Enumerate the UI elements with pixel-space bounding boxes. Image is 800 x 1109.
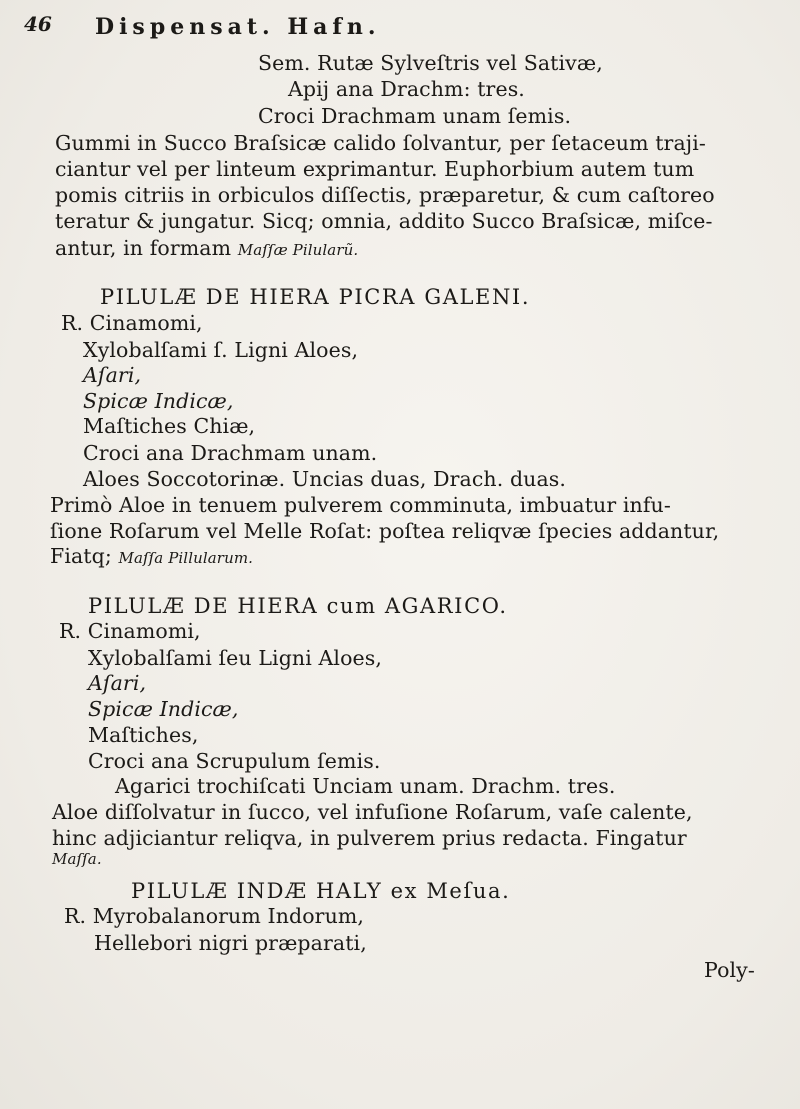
text-line: ciantur vel per linteum exprimantur. Euphorbium autem tum [55,157,695,181]
italic-span: Maſſæ Pilularũ. [237,241,359,259]
text-line [50,543,253,571]
text-line: Spicæ Indicæ, [88,697,239,721]
text-line: Maſtiches Chiæ, [83,414,256,438]
text-span: antur, in formam [55,236,232,260]
text-line [55,235,358,263]
text-line: Sem. Rutæ Sylveſtris vel Sativæ, [258,51,603,75]
text-line: Croci Drachmam unam ſemis. [258,104,572,128]
section-heading: PILULÆ DE HIERA cum AGARICO. [88,594,508,618]
text-line: Agarici trochiſcati Unciam unam. Drachm. tres. [115,774,616,798]
text-line: Gummi in Succo Braſsicæ calido ſolvantur, per ſetaceum traji- [55,131,706,155]
section-heading: PILULÆ INDÆ HALY ex Meſua. [131,879,511,903]
text-line: Primò Aloe in tenuem pulverem comminuta, imbuatur infu- [50,493,671,517]
text-line: R. Cinamomi, [61,311,203,335]
text-line: Xylobalſami ſeu Ligni Aloes, [88,646,382,670]
text-line: hinc adjiciantur reliqva, in pulverem prius redacta. Fingatur [52,826,687,850]
page-number: 46 [24,12,52,36]
text-line: Spicæ Indicæ, [83,389,234,413]
text-line: Aloe diſſolvatur in ſucco, vel infuſione Roſarum, vaſe calente, [52,800,693,824]
text-line: R. Cinamomi, [59,619,201,643]
text-line: Croci ana Drachmam unam. [83,441,378,465]
text-line: Hellebori nigri præparati, [94,931,367,955]
text-line: Xylobalſami ſ. Ligni Aloes, [83,338,359,362]
text-line: ſione Roſarum vel Melle Roſat: poſtea reliqvæ ſpecies addantur, [50,519,720,543]
text-line: R. Myrobalanorum Indorum, [64,904,365,928]
catchword: Poly- [704,958,755,982]
section-heading: PILULÆ DE HIERA PICRA GALENI. [100,285,531,309]
text-line: pomis citriis in orbiculos diſſectis, præparetur, & cum caſtoreo [55,183,715,207]
text-line: teratur & jungatur. Sicq; omnia, addito Succo Braſsicæ, miſce- [55,209,713,233]
text-line: Apij ana Drachm: tres. [288,77,525,101]
text-line: Maſſa. [52,850,102,868]
text-line: Aſari, [83,363,142,387]
italic-span: Maſſa Pillularum. [118,549,254,567]
text-line: Aloes Soccotorinæ. Uncias duas, Drach. duas. [83,467,567,491]
text-span: Fiatq; [50,544,112,568]
text-line: Aſari, [88,671,147,695]
text-line: Croci ana Scrupulum ſemis. [88,749,381,773]
running-title: Dispensat. Hafn. [95,14,381,40]
text-line: Maſtiches, [88,723,199,747]
